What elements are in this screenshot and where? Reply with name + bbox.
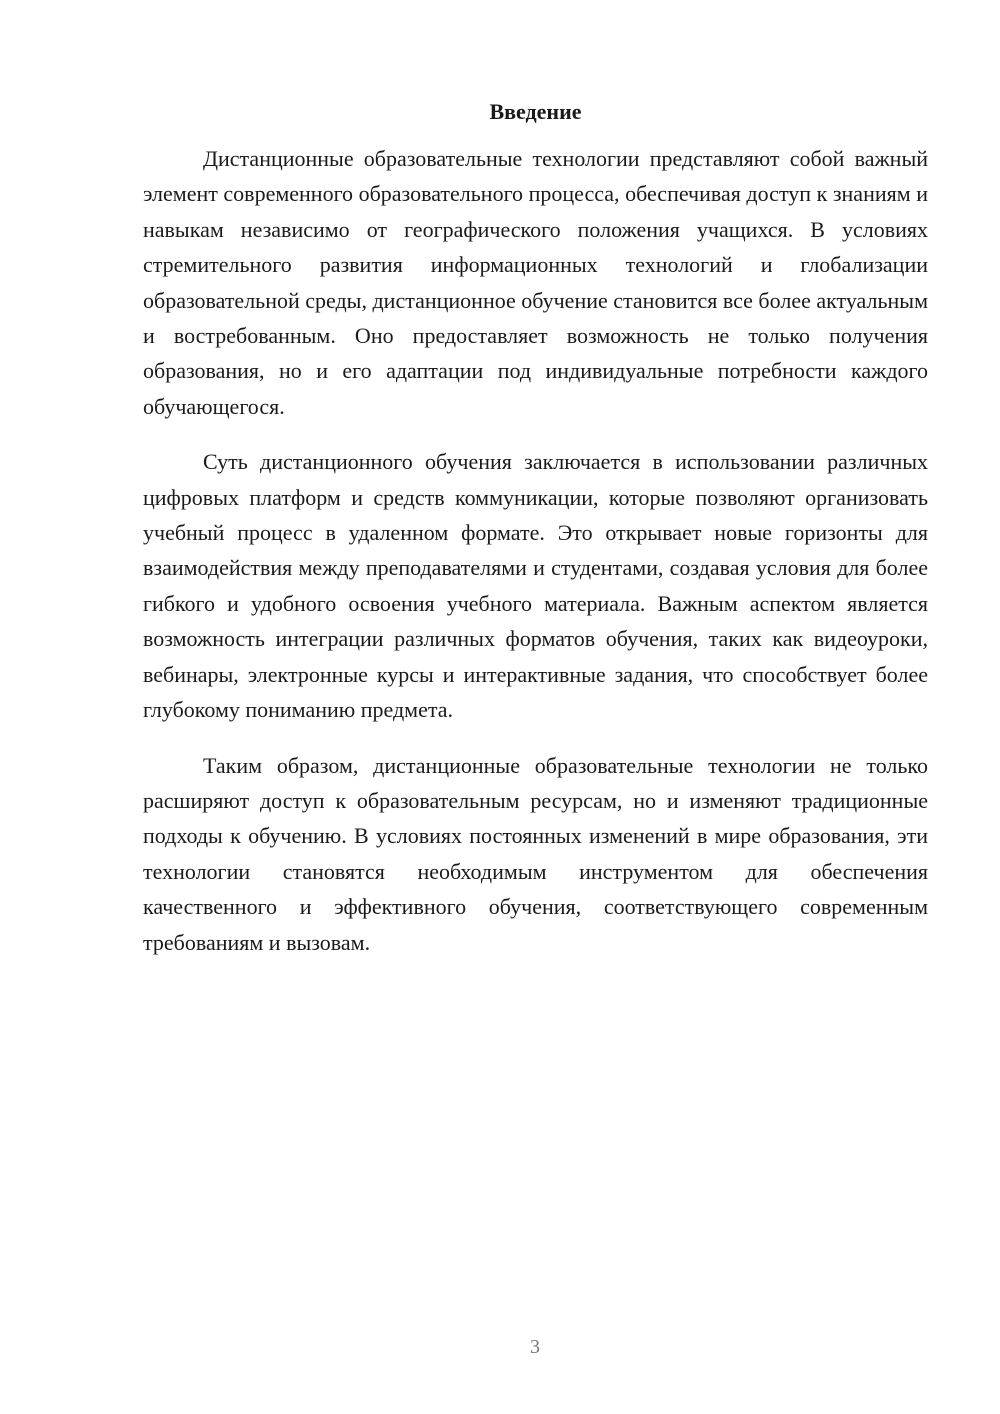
paragraph-3: Таким образом, дистанционные образовательные технологии не только расширяют доступ к образовательным ресурсам, но и изменяют традиционные подходы к обучению. В условиях постоянных изменений в мире образования, эти технологии становятся необходимым инструментом для обеспечения качественного и эффективного обучения, соответствующего современным требованиям и вызовам. [143, 752, 928, 955]
body-text [143, 141, 928, 980]
page-number: 3 [530, 1336, 540, 1358]
section-heading: Введение [489, 99, 582, 124]
paragraph-1: Дистанционные образовательные технологии представляют собой важный элемент современного образовательного процесса, обеспечивая доступ к знаниям и навыкам независимо от географического положения учащихся. В условиях стремительного развития информационных технологий и глобализации образовательной среды, дистанционное обучение становится все более актуальным и востребованным. Оно предоставляет возможность не только получения образования, но и его адаптации под индивидуальные потребности каждого обучающегося. [143, 146, 928, 419]
paragraph-2: Суть дистанционного обучения заключается в использовании различных цифровых платформ и средств коммуникации, которые позволяют организовать учебный процесс в удаленном формате. Это открывает новые горизонты для взаимодействия между преподавателями и студентами, создавая условия для более гибкого и удобного освоения учебного материала. Важным аспектом является возможность интеграции различных форматов обучения, таких как видеоуроки, вебинары, электронные курсы и интерактивные задания, что способствует более глубокому пониманию предмета. [143, 449, 928, 723]
